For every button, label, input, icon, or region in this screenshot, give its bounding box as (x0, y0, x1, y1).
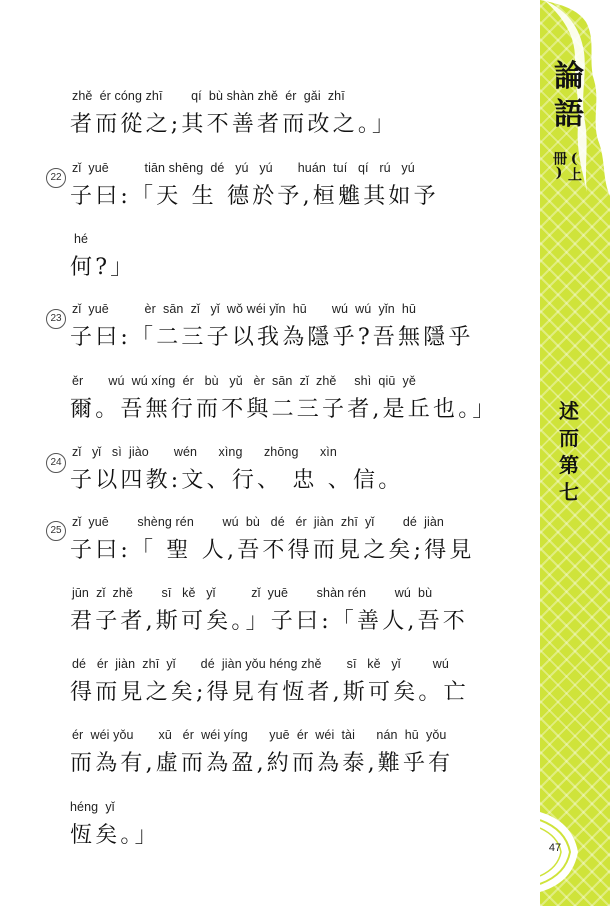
page-number: 47 (548, 842, 562, 854)
text-line-8: 君子者,斯可矣。」子曰:「善人,吾不 (70, 609, 468, 634)
book-title: 論語 (554, 59, 584, 132)
text-line-9: 得而見之矣;得見有恆者,斯可矣。亡 (70, 680, 469, 705)
text-line-1: 者而從之;其不善者而改之。」 (70, 112, 398, 137)
pinyin-line-5: ěr wú wú xíng ér bù yǔ èr sān zǐ zhě shì qiū yě (72, 374, 416, 388)
pinyin-line-2: zǐ yuē tiān shēng dé yú yú huán tuí qí rú yú (72, 161, 415, 175)
text-line-11: 恆矣。」 (70, 823, 160, 848)
pinyin-line-10: ér wéi yǒu xū ér wéi yíng yuē ér wéi tài nán hū yǒu (72, 728, 447, 742)
chapter-title: 述而第七 (559, 399, 579, 504)
text-line-10: 而為有,虛而為盈,約而為泰,難乎有 (70, 751, 454, 776)
pinyin-line-11: héng yǐ (70, 800, 115, 814)
section-number-22: 22 (46, 168, 66, 188)
section-number-24: 24 (46, 453, 66, 473)
pinyin-line-6: zǐ yǐ sì jiào wén xìng zhōng xìn (72, 445, 337, 459)
pinyin-line-8: jūn zǐ zhě sī kě yǐ zǐ yuē shàn rén wú bù (72, 586, 433, 600)
text-line-2: 子曰:「天 生 德於予,桓魋其如予 (70, 184, 439, 209)
pinyin-line-4: zǐ yuē èr sān zǐ yǐ wǒ wéi yǐn hū wú wú yǐn hū (72, 302, 417, 316)
section-number-23: 23 (46, 309, 66, 329)
text-line-7: 子曰:「 聖 人,吾不得而見之矣;得見 (70, 538, 475, 563)
text-line-4: 子曰:「二三子以我為隱乎?吾無隱乎 (70, 325, 474, 350)
text-line-6: 子以四教:文、行、 忠 、信。 (70, 468, 404, 493)
text-line-5: 爾。吾無行而不與二三子者,是丘也。」 (70, 397, 498, 422)
book-subtitle: (上冊) (551, 151, 582, 181)
section-number-25: 25 (46, 521, 66, 541)
pinyin-line-1: zhě ér cóng zhī qí bù shàn zhě ér gǎi zhī (72, 89, 345, 103)
text-line-3: 何?」 (70, 255, 136, 280)
pinyin-line-9: dé ér jiàn zhī yǐ dé jiàn yǒu héng zhě sī kě yǐ wú (72, 657, 449, 671)
pinyin-line-3: hé (74, 232, 89, 246)
pinyin-line-7: zǐ yuē shèng rén wú bù dé ér jiàn zhī yǐ dé jiàn (72, 515, 444, 529)
